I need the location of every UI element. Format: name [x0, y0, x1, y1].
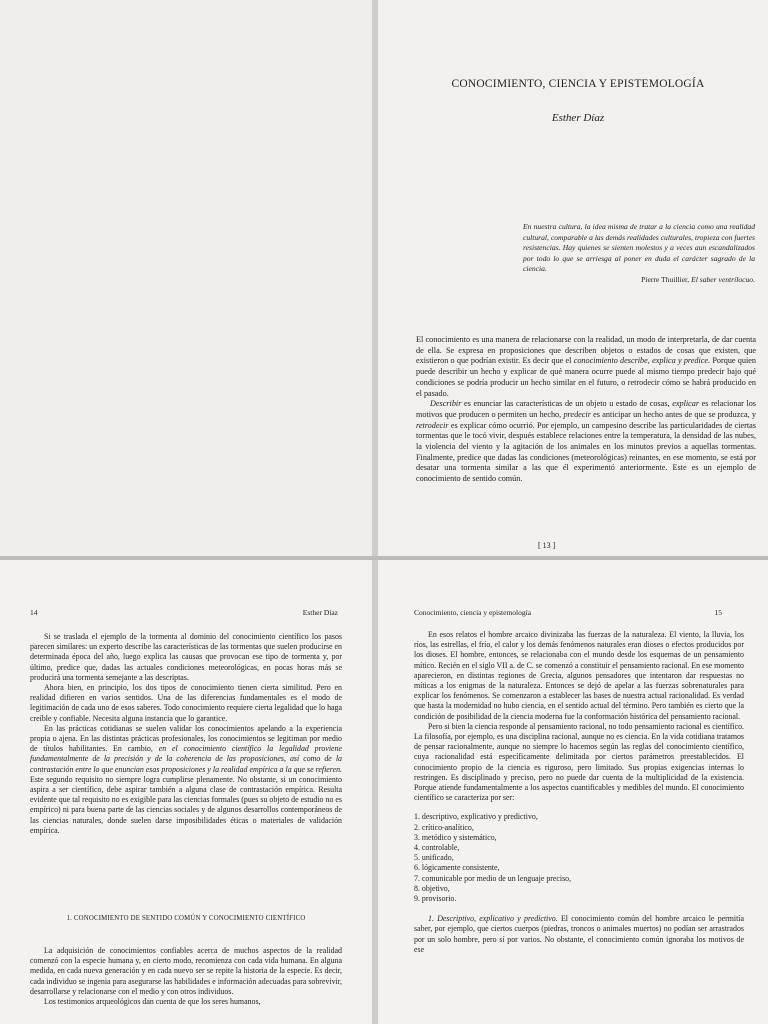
running-head: Conocimiento, ciencia y epistemología	[414, 608, 532, 617]
text-run: El conocimiento es una manera de relacionarse con la realidad, un modo de interpretarla, de dar cuenta de ella. Se expresa en proposiciones que describen objetos o estados de cosas que existen, que existieron o que podrían existir. Es decir que el	[416, 335, 756, 366]
chapter-author: Esther Díaz	[551, 112, 605, 124]
text-run: Este segundo requisito no siempre logra cumplirse plenamente. No obstante, si un conocimiento aspira a ser científico, debe aspirar también a alguna clase de contrastación empírica. Resulta evidente que tal requisito no es exigible para las ciencias formales (pues su objeto de estudio no es empírico) ni para buena parte de las ciencias sociales y de algunos desarrollos contemporáneos de las ciencias naturales, donde suelen darse imposibilidades éticas o materiales de validación empírica.	[30, 774, 342, 835]
text-run: es explicar cómo ocurrió. Por ejemplo, un campesino describe las particularidades de ciertas tormentas que le tocó vivir, después establece relaciones entre la temperatura, la densidad de las nubes, la violencia del viento y la agitación de los animales en los minutos previos a aquellas tormentas. Finalmente, predice que dadas las condiciones (meteorológicas) reinantes, en ese momento, se está por desatar una tormenta similar a las que él experimentó anteriormente. Este es un ejemplo de conocimiento de sentido común.	[416, 420, 756, 484]
paragraph	[416, 335, 756, 399]
page-13	[378, 0, 768, 556]
emphasis: en el conocimiento científico la legalidad proviene fundamentalmente de la precisión y de la coherencia de las proposiciones, así como de la contrastación entre lo que enuncian esas proposiciones y la realidad empírica a la que se refieren.	[30, 744, 342, 774]
page-15	[378, 560, 768, 1024]
page-number: 15	[714, 608, 722, 617]
emphasis: explicar	[672, 399, 700, 409]
epigraph-work: El saber ventrílocuo.	[691, 274, 755, 284]
emphasis: 1. Descriptivo, explicativo y predictivo.	[428, 914, 558, 924]
paragraph	[414, 914, 744, 955]
emphasis: conocimiento describe, explica y predice.	[573, 356, 711, 366]
characteristics-list	[414, 812, 744, 904]
text-run: Porque quien puede describir un hecho y explicar de qué manera ocurre puede al mismo tiempo predecir bajo qué condiciones se podría producir un hecho similar en el futuro, o retrodecir cómo se habrá producido en el pasado.	[416, 356, 756, 398]
text-run: El conocimiento común del hombre arcaico le permitía saber, por ejemplo, que ciertos cuerpos (piedras, troncos o animales muertos) no podían ser arrastrados por un solo hombre, pero sí por varios. No obstante, el conocimiento común ignoraba los motivos de ese	[414, 914, 744, 954]
page-14-section-body	[30, 946, 342, 1007]
epigraph	[523, 222, 755, 286]
emphasis: Describir	[430, 399, 462, 409]
paragraph: Pero si bien la ciencia responde al pensamiento racional, no todo pensamiento racional es científico. La filosofía, por ejemplo, es una disciplina racional, aunque no es ciencia. En la vida cotidiana tratamos de pensar racionalmente, aunque no siempre lo hacemos según las reglas del conocimiento científico, cuya racionalidad está específicamente delimitada por ciertos parámetros preestablecidos. El conocimiento propio de la ciencia es riguroso, pero limitado. Sus propias exigencias internas lo restringen. Es disciplinado y preciso, pero no puede dar cuenta de la multiplicidad de la existencia. Porque atiende fundamentalmente a los aspectos cuantificables y medibles del mundo. El conocimiento científico se caracteriza por ser:	[414, 721, 744, 803]
paragraph: En esos relatos el hombre arcaico divinizaba las fuerzas de la naturaleza. El viento, la lluvia, los ríos, las estrellas, el frío, el calor y los demás fenómenos naturales eran dioses o efectos producidos por los dioses. El hombre, entonces, se relacionaba con el mundo desde los esquemas de un pensamiento mítico. Recién en el siglo VII a. de C. se comenzó a constituir el pensamiento racional. En ese momento aparecieron, en distintas regiones de Grecia, algunos pensadores que intentaron dar respuestas no míticas a los enigmas de la naturaleza. Entonces se dejó de apelar a las fuerzas sobrenaturales para explicar los fenómenos. Se comenzaron a establecer las bases de nuestra actual racionalidad. Es verdad que hasta la modernidad no hubo ciencia, en el sentido actual del término. Pero también es cierto que la condición de posibilidad de la ciencia moderna fue la conformación histórica del pensamiento racional.	[414, 630, 744, 721]
text-run: es anticipar un hecho antes de que se produzca, y	[590, 409, 756, 419]
paragraph	[30, 724, 342, 836]
page-folio: [ 13 ]	[538, 541, 556, 550]
list-item: 9. provisorio.	[414, 894, 457, 904]
section-heading: 1. CONOCIMIENTO DE SENTIDO COMÚN Y CONOCIMIENTO CIENTÍFICO	[66, 915, 306, 922]
text-run: En las prácticas cotidianas se suelen validar los conocimientos apelando a la experiencia propia o ajena. En las distintas prácticas profesionales, los conocimientos se legitiman por medio de títulos habilitantes. En cambio,	[30, 723, 342, 754]
list-item: 7. comunicable por medio de un lenguaje preciso,	[414, 873, 572, 883]
list-item: 6. lógicamente consistente,	[414, 863, 500, 873]
paragraph: Los testimonios arqueológicos dan cuenta de que los seres humanos,	[44, 997, 261, 1007]
spine-gutter	[372, 0, 378, 1024]
text-run: es relacionar los motivos que producen o permiten un hecho,	[416, 399, 756, 419]
list-item: 4. controlable,	[414, 843, 460, 853]
page-14-body	[30, 632, 342, 836]
text-run: es enunciar las características de un objeto u estado de cosas,	[461, 399, 673, 409]
page-13-body	[416, 335, 756, 485]
running-head: Esther Díaz	[302, 608, 338, 617]
emphasis: predecir	[563, 409, 591, 419]
page-number: 14	[30, 608, 38, 617]
list-item: 3. metódico y sistemático,	[414, 832, 497, 842]
paragraph: Ahora bien, en principio, los dos tipos de conocimiento tienen cierta similitud. Pero en realidad difieren en varios sentidos. Una de las diferencias fundamentales es el modo de legitimación de cada uno de esos saberes. Todo conocimiento requiere cierta legalidad que lo haga creíble y confiable. Necesita alguna instancia que lo garantice.	[30, 683, 342, 723]
list-item: 2. crítico-analítico,	[414, 822, 474, 832]
paragraph	[416, 399, 756, 485]
spread-divider	[0, 556, 768, 560]
list-item: 1. descriptivo, explicativo y predictivo,	[414, 812, 538, 822]
page-14	[0, 560, 372, 1024]
epigraph-source	[523, 275, 755, 286]
emphasis: retrodecir	[416, 420, 449, 430]
blank-page	[0, 0, 372, 556]
chapter-title: CONOCIMIENTO, CIENCIA Y EPISTEMOLOGÍA	[451, 78, 705, 90]
epigraph-author: Pierre Thuillier,	[641, 274, 690, 284]
paragraph: Si se traslada el ejemplo de la tormenta al dominio del conocimiento científico los pasos parecen similares: un experto describe las características de las tormentas que suelen producirse en determinada época del año, luego explica las causas que provocan ese tipo de tormenta y, por último, predice que, dadas las actuales condiciones meteorológicas, en pocas horas más se producirá una tormenta semejante a las descriptas.	[30, 632, 342, 682]
list-item: 8. objetivo,	[414, 883, 450, 893]
paragraph: La adquisición de conocimientos confiables acerca de muchos aspectos de la realidad comenzó con la especie humana y, en cierto modo, recomienza con cada vida humana. En alguna medida, en cada nueva generación y en cada nuevo ser se repite la historia de la especie. Es decir, cada individuo se ingenia para asegurarse las habilidades e información adecuadas para sobrevivir, desarrollarse y relacionarse con el medio y con otros individuos.	[30, 946, 342, 996]
page-15-body	[414, 630, 744, 955]
list-item: 5. unificado,	[414, 853, 454, 863]
epigraph-text: En nuestra cultura, la idea misma de tratar a la ciencia como una realidad cultural, comparable a las demás realidades culturales, tropieza con fuertes resistencias. Hay quienes se sienten molestos y a veces aun escandalizados por todo lo que se arriesga al poner en duda el carácter sagrado de la ciencia.	[523, 222, 755, 274]
